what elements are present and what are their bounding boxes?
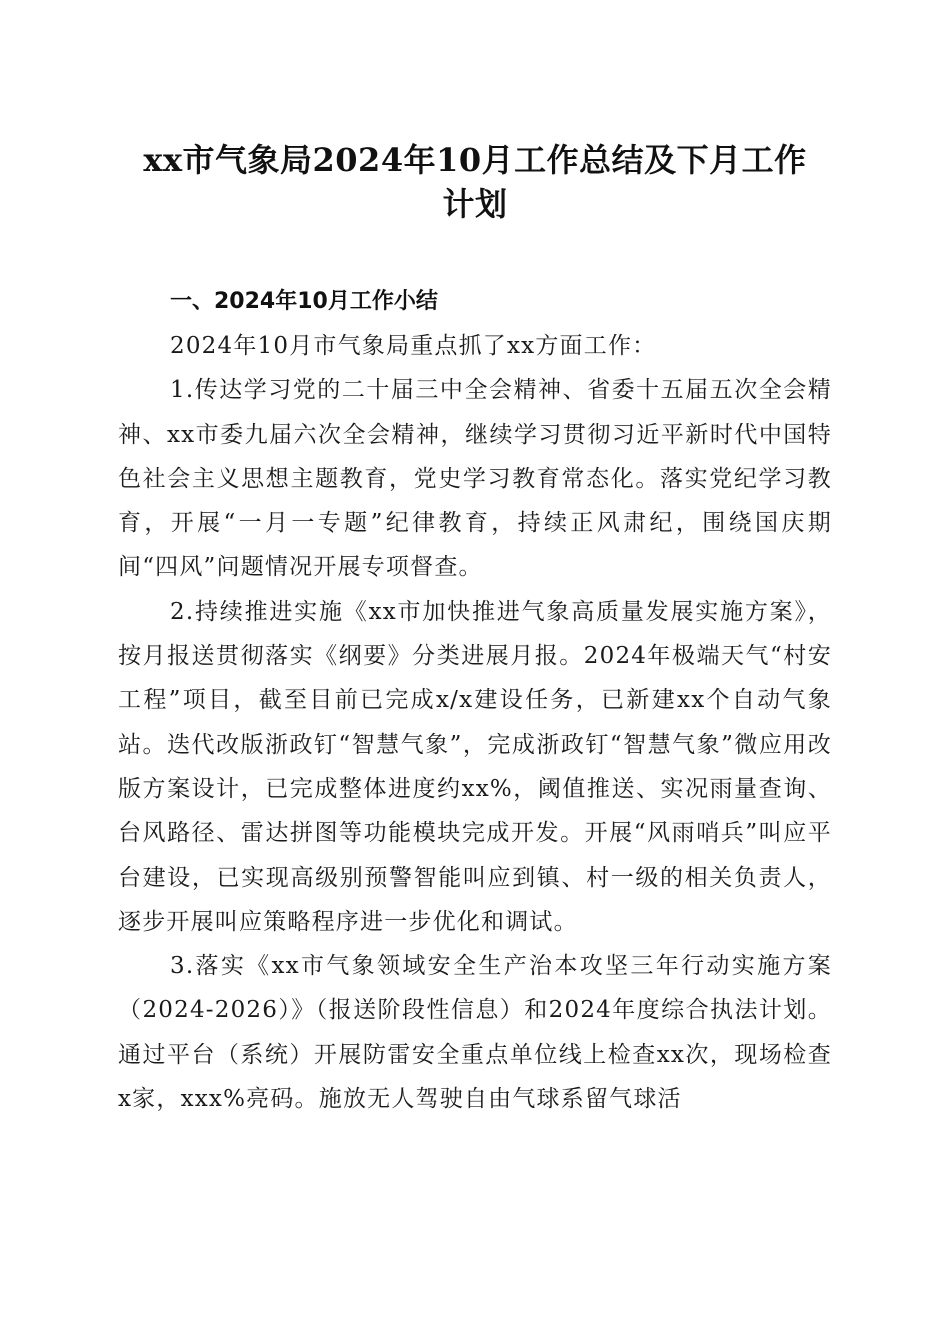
work-item-3: 3.落实《xx市气象领域安全生产治本攻坚三年行动实施方案（2024-2026）》（报送阶段性信息）和2024年度综合执法计划。通过平台（系统）开展防雷安全重点单位线上检查xx次，现场检查x家，xxx%亮码。施放无人驾驶自由气球系留气球活 (118, 953, 832, 1113)
intro-paragraph: 2024年10月市气象局重点抓了xx方面工作： (170, 333, 657, 359)
title-line-2: 计划 (442, 185, 508, 223)
document-title (118, 138, 832, 226)
section-heading: 一、2024年10月工作小结 (170, 289, 438, 314)
title-line-1: xx市气象局2024年10月工作总结及下月工作 (143, 141, 807, 179)
work-item-2: 2.持续推进实施《xx市加快推进气象高质量发展实施方案》，按月报送贯彻落实《纲要》分类进展月报。2024年极端天气“村安工程”项目，截至目前已完成x/x建设任务，已新建xx个自动气象站。迭代改版浙政钉“智慧气象”，完成浙政钉“智慧气象”微应用改版方案设计，已完成整体进度约xx%，阈值推送、实况雨量查询、台风路径、雷达拼图等功能模块完成开发。开展“风雨哨兵”叫应平台建设，已实现高级别预警智能叫应到镇、村一级的相关负责人，逐步开展叫应策略程序进一步优化和调试。 (118, 598, 832, 935)
document-body (118, 280, 832, 1121)
work-item-1: 1.传达学习党的二十届三中全会精神、省委十五届五次全会精神、xx市委九届六次全会精神，继续学习贯彻习近平新时代中国特色社会主义思想主题教育，党史学习教育常态化。落实党纪学习教育，开展“一月一专题”纪律教育，持续正风肃纪，围绕国庆期间“四风”问题情况开展专项督查。 (118, 377, 832, 581)
